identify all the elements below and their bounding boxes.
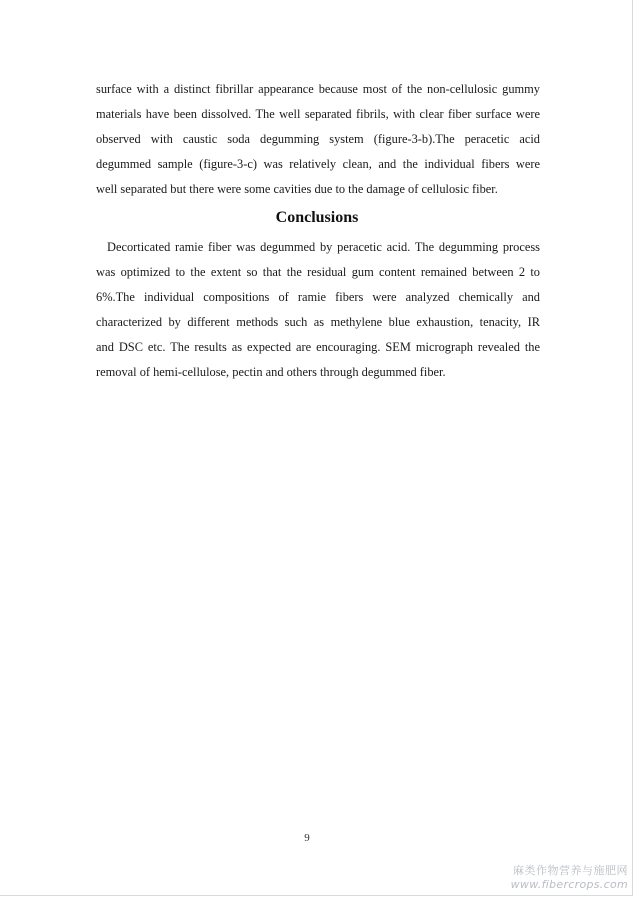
section-heading-conclusions: Conclusions	[275, 209, 359, 226]
paragraph-line: well separated but there were some cavities due to the damage of cellulosic fiber.	[96, 182, 498, 196]
body-paragraph-results	[96, 77, 540, 202]
paragraph-line: was optimized to the extent so that the residual gum content remained between 2 to	[96, 265, 540, 279]
watermark-url: www.fibercrops.com	[510, 878, 628, 891]
paragraph-line: materials have been dissolved. The well separated fibrils, with clear fiber surface were	[96, 107, 540, 121]
paragraph-line: 6%.The individual compositions of ramie fibers were analyzed chemically and	[96, 290, 540, 304]
watermark	[511, 864, 628, 892]
paragraph-line: observed with caustic soda degumming system (figure-3-b).The peracetic acid	[96, 132, 540, 146]
paragraph-line: degummed sample (figure-3-c) was relatively clean, and the individual fibers were	[96, 157, 540, 171]
watermark-chinese-text: 麻类作物营养与施肥网	[513, 864, 628, 877]
paragraph-line: removal of hemi-cellulose, pectin and others through degummed fiber.	[96, 365, 446, 379]
paragraph-line: Decorticated ramie fiber was degummed by peracetic acid. The degumming process	[107, 240, 540, 254]
paragraph-line: and DSC etc. The results as expected are encouraging. SEM micrograph revealed the	[96, 340, 540, 354]
paragraph-line: characterized by different methods such as methylene blue exhaustion, tenacity, IR	[96, 315, 540, 329]
page-number: 9	[304, 832, 310, 844]
body-paragraph-conclusions	[96, 235, 540, 385]
paragraph-line: surface with a distinct fibrillar appearance because most of the non-cellulosic gummy	[96, 82, 540, 96]
